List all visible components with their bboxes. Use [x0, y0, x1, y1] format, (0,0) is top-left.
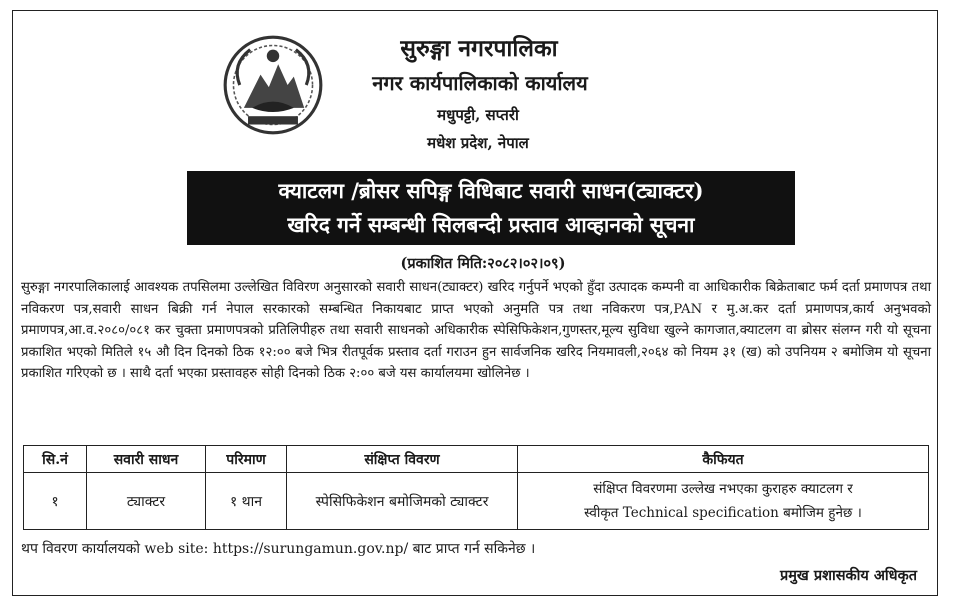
col-header-description: संक्षिप्त विवरण — [287, 446, 518, 473]
cell-description: स्पेसिफिकेशन बमोजिमको ट्याक्टर — [287, 473, 518, 530]
nepal-emblem-icon — [221, 33, 325, 137]
remark-line-1: संक्षिप्त विवरणमा उल्लेख नभएका कुराहरु क्याटलग र — [593, 481, 853, 497]
website-info: थप विवरण कार्यालयको web site: https://surungamun.gov.np/ बाट प्राप्त गर्न सकिनेछ । — [21, 541, 536, 557]
municipality-name: सुरुङ्गा नगरपालिका — [400, 35, 558, 62]
col-header-vehicle: सवारी साधन — [87, 446, 206, 473]
col-header-sn: सि.नं — [24, 446, 87, 473]
notice-body: सुरुङ्गा नगरपालिकालाई आवश्यक तपसिलमा उल्लेखित विविरण अनुसारको सवारी साधन(ट्याक्टर) खरिद गर्नुपर्ने भएको हुँदा उत्पादक कम्पनी वा आधिकारीक बिक्रेताबाट फर्म दर्ता प्रमाणपत्र तथा नविकरण पत्र,सवारी साधन बिक्री गर्न नेपाल सरकारको सम्बन्धित निकायबाट प्राप्त भएको अनुमति पत्र तथा नविकरण पत्र,PAN र मु.अ.कर दर्ता प्रमाणपत्र,कार्य अनुभवको प्रमाणपत्र,आ.व.२०८०/०८१ कर चुक्ता प्रमाणपत्रको प्रतिलिपीहरु तथा सवारी साधनको अधिकारीक स्पेसिफिकेशन,गुणस्तर,मूल्य सुविधा खुल्ने कागजात,क्याटलग वा ब्रोसर संलग्न गरी यो सूचना प्रकाशित भएको मितिले १५ औ दिन दिनको ठिक १२:०० बजे भित्र रीतपूर्वक प्रस्ताव दर्ता गराउन हुन सार्वजनिक खरिद नियमावली,२०६४ को नियम ३१ (ख) को उपनियम २ बमोजिम यो सूचना प्रकाशित गरिएको छ । साथै दर्ता भएका प्रस्तावहरु सोही दिनको ठिक २:०० बजे यस कार्यालयमा खोलिनेछ । — [21, 280, 931, 381]
notice-title-banner — [187, 171, 795, 245]
address-line-1: मधुपट्टी, सप्तरी — [437, 106, 519, 124]
table-header-row — [24, 446, 929, 473]
cell-sn: १ — [24, 473, 87, 530]
cell-vehicle: ट्याक्टर — [87, 473, 206, 530]
published-date: (प्रकाशित मिति:२०८२।०२।०९) — [400, 255, 566, 272]
title-line-2: खरिद गर्ने सम्बन्धी सिलबन्दी प्रस्ताव आव्हानको सूचना — [287, 212, 695, 237]
address-line-2: मधेश प्रदेश, नेपाल — [427, 134, 529, 152]
signatory-title: प्रमुख प्रशासकीय अधिकृत — [780, 567, 917, 584]
items-table — [23, 445, 929, 530]
col-header-quantity: परिमाण — [206, 446, 287, 473]
cell-quantity: १ थान — [206, 473, 287, 530]
office-name: नगर कार्यपालिकाको कार्यालय — [372, 71, 588, 95]
public-notice — [12, 10, 938, 596]
col-header-remark: कैफियत — [518, 446, 929, 473]
remark-line-2: स्वीकृत Technical specification बमोजिम हुनेछ । — [584, 505, 862, 521]
table-row — [24, 473, 929, 530]
title-line-1: क्याटलग /ब्रोसर सपिङ्ग विधिबाट सवारी साधन(ट्याक्टर) — [278, 178, 704, 203]
cell-remark — [518, 473, 929, 530]
